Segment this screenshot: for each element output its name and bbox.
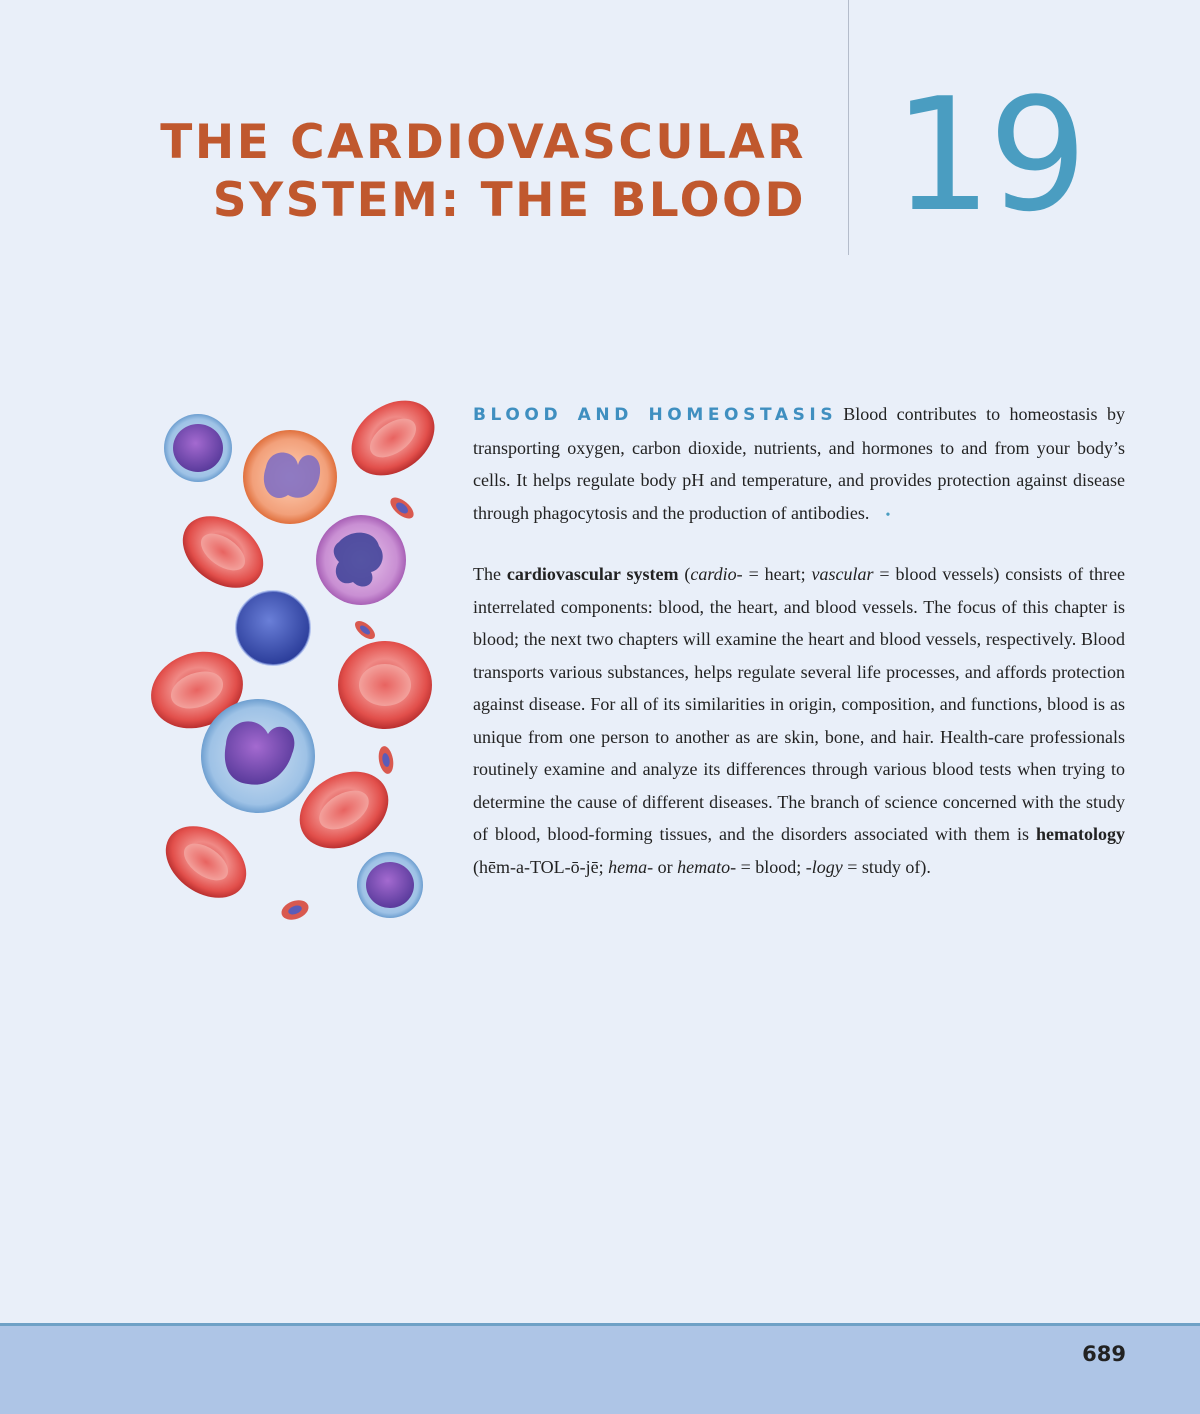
- red-blood-cell: [169, 501, 277, 602]
- intro-heading: BLOOD AND HOMEOSTASIS: [473, 405, 838, 425]
- lymphocyte-cell: [357, 852, 423, 918]
- page-number: 689: [1082, 1342, 1126, 1366]
- term-cardiovascular-system: cardiovascular system: [506, 564, 679, 584]
- red-blood-cell: [152, 811, 260, 912]
- title-divider: [848, 0, 849, 255]
- page-footer: [0, 1323, 1200, 1414]
- eosinophil-cell: [243, 430, 337, 524]
- monocyte-cell: [201, 699, 315, 813]
- platelet: [377, 745, 396, 775]
- body-paragraph: The cardiovascular system (cardio- = heart; vascular = blood vessels) consists of three interrelated components: blood, the heart, and blood vessels. The focus of this chapter is blood; the next two chapters will examine the heart and blood vessels, respectively. Blood transports various substances, helps regulate several life processes, and affords protection against disease. For all of its similarities in origin, composition, and functions, blood is as unique from one person to another as are skin, bone, and hair. Health-care professionals routinely examine and analyze its differences through various blood tests when trying to determine the cause of different diseases. The branch of science concerned with the study of blood, blood-forming tissues, and the disorders associated with them is hematology (hēm-a-TOL-ō-jē; hema- or hemato- = blood; -logy = study of).: [473, 564, 1125, 877]
- platelet: [279, 897, 311, 923]
- platelet: [352, 618, 378, 643]
- chapter-title: [160, 114, 806, 230]
- intro-text: Blood contributes to homeostasis by transporting oxygen, carbon dioxide, nutrients, and hormones to and from your body’s cells. It helps regulate body pH and temperature, and provides protection against disease through phagocytosis and the production of antibodies.: [473, 404, 1126, 523]
- basophil-cell: [236, 591, 310, 665]
- intro-paragraph: [473, 398, 1125, 532]
- chapter-number: 19: [893, 64, 1084, 246]
- neutrophil-cell: [316, 515, 406, 605]
- red-blood-cell: [337, 390, 449, 491]
- chapter-title-line-2: SYSTEM: THE BLOOD: [212, 173, 806, 228]
- term-hematology: hematology: [1036, 824, 1125, 844]
- lymphocyte-cell: [164, 414, 232, 482]
- chapter-intro-text: [473, 398, 1125, 883]
- end-mark-icon: •: [885, 507, 891, 523]
- blood-cells-illustration: [140, 390, 450, 950]
- red-blood-cell: [338, 641, 432, 729]
- platelet: [387, 494, 417, 523]
- chapter-title-line-1: THE CARDIOVASCULAR: [160, 115, 806, 170]
